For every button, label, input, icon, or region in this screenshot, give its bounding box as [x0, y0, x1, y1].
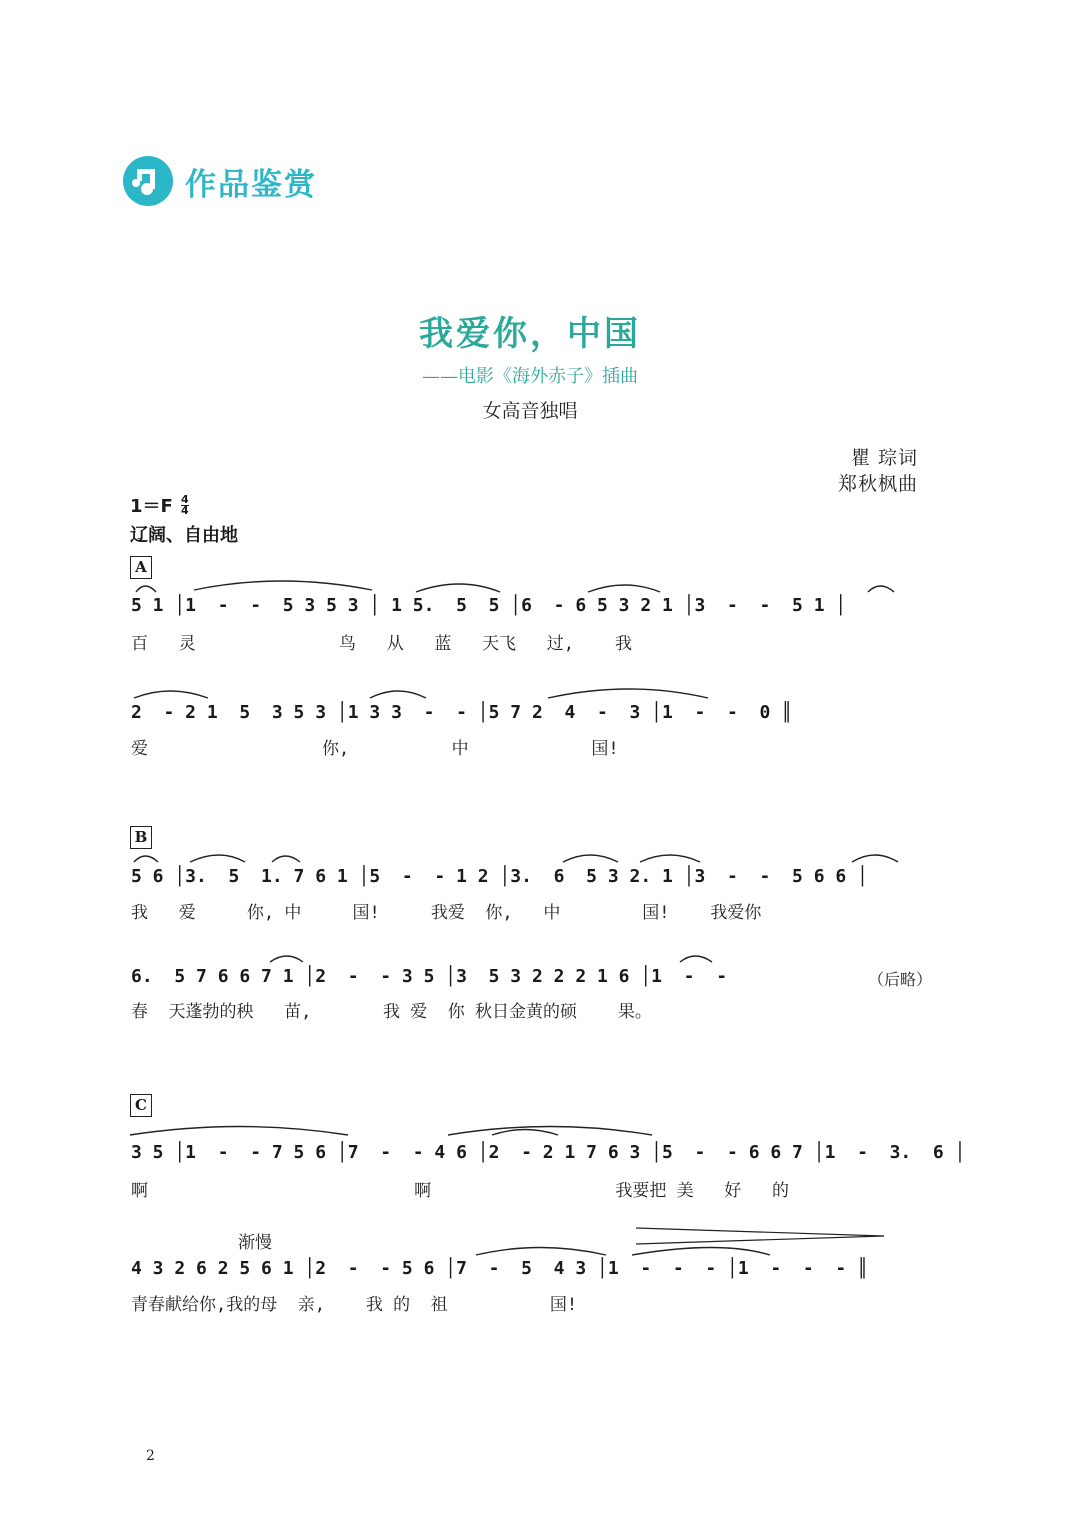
score-line-b1-notes: 5 6 │3. 5 1. 7 6 1 │5 - - 1 2 │3. 6 5 3 2. 1 │3 - - 5 6 6 │ [131, 866, 868, 887]
song-voice: 女高音独唱 [482, 400, 578, 422]
music-note-icon [123, 156, 173, 206]
section-title: 作品鉴赏 [185, 166, 317, 203]
section-header [123, 155, 317, 207]
key-signature [130, 492, 189, 518]
score-line-a2-notes: 2 - 2 1 5 3 5 3 │1 3 3 - - │5 7 2 4 - 3 │1 - - 0 ║ [131, 702, 793, 723]
page-number: 2 [146, 1448, 155, 1464]
time-signature [181, 492, 189, 517]
score-line-b2-lyrics: 春 天蓬勃的秧 苗, 我 爱 你 秋日金黄的硕 果。 [131, 1002, 652, 1022]
score-line-a1-lyrics: 百 灵 鸟 从 蓝 天飞 过, 我 [131, 634, 632, 654]
score-line-c1-notes: 3 5 │1 - - 7 5 6 │7 - - 4 6 │2 - 2 1 7 6 3 │5 - - 6 6 7 │1 - 3. 6 │ [131, 1142, 966, 1163]
score-line-b2-notes: 6. 5 7 6 6 7 1 │2 - - 3 5 │3 5 3 2 2 2 1 6 │1 - - [131, 966, 738, 987]
score-line-c1-lyrics: 啊 啊 我要把 美 好 的 [131, 1181, 789, 1201]
score-line-b1-lyrics: 我 爱 你, 中 国! 我爱 你, 中 国! 我爱你 [131, 903, 762, 923]
omission-note: （后略） [868, 970, 933, 989]
rehearsal-mark-c: C [130, 1094, 152, 1117]
rehearsal-mark-a: A [130, 556, 152, 579]
key-label: 1＝F [130, 496, 173, 517]
score-line-c2-notes: 4 3 2 6 2 5 6 1 │2 - - 5 6 │7 - 5 4 3 │1 - - - │1 - - - ║ [131, 1258, 868, 1279]
time-top: 4 [181, 492, 189, 506]
score-line-a2-lyrics: 爱 你, 中 国! [131, 739, 619, 759]
time-bottom: 4 [181, 503, 189, 517]
lyricist-credit: 瞿 琮词 [850, 447, 918, 469]
song-subtitle: ——电影《海外赤子》插曲 [422, 366, 638, 387]
song-title: 我爱你，中国 [419, 314, 641, 354]
tempo-change-marking: 渐慢 [238, 1233, 272, 1253]
composer-credit: 郑秋枫曲 [837, 473, 918, 495]
score-line-c2-lyrics: 青春献给你,我的母 亲, 我 的 祖 国! [131, 1295, 578, 1315]
tempo-marking: 辽阔、自由地 [130, 525, 238, 546]
rehearsal-mark-b: B [130, 826, 152, 849]
score-line-a1-notes: 5 1 │1 - - 5 3 5 3 │ 1 5. 5 5 │6 - 6 5 3 2 1 │3 - - 5 1 │ [131, 595, 847, 616]
